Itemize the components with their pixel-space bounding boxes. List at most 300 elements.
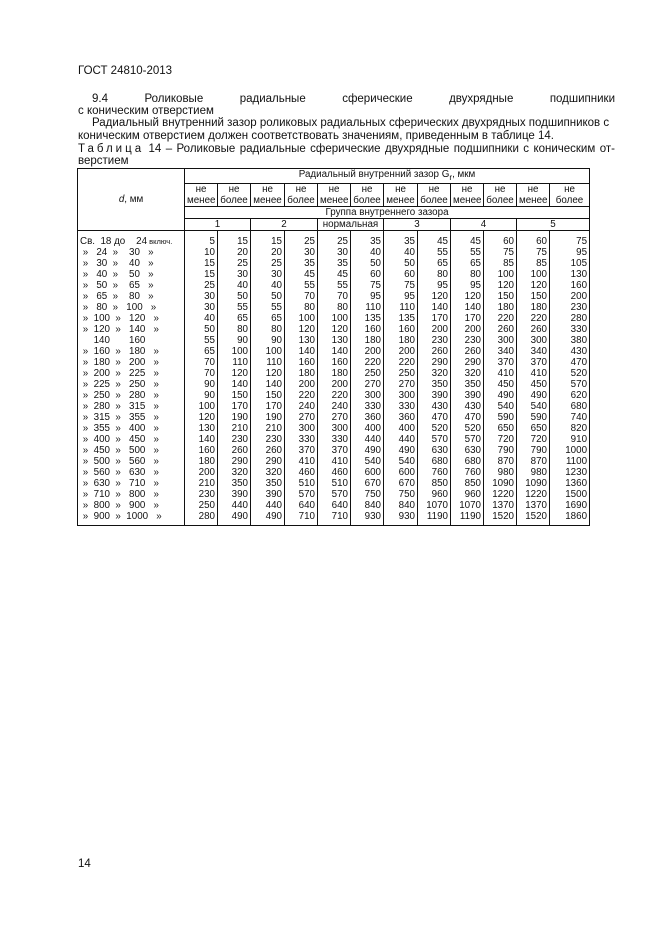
clearance-value-cell: 30 bbox=[185, 302, 218, 313]
clearance-value-cell: 220 bbox=[285, 390, 318, 401]
limit-header-bottom: менее bbox=[253, 194, 282, 206]
clearance-value-cell: 110 bbox=[351, 302, 384, 313]
diameter-range-cell: » 65 » 80 » bbox=[78, 291, 185, 302]
clearance-value-cell: 190 bbox=[251, 412, 285, 423]
clearance-value-cell: 350 bbox=[418, 379, 451, 390]
clearance-value-cell: 200 bbox=[384, 346, 418, 357]
clearance-value-cell: 80 bbox=[285, 302, 318, 313]
clearance-value-cell: 540 bbox=[484, 401, 517, 412]
clearance-value-cell: 65 bbox=[418, 258, 451, 269]
clearance-value-cell: 1370 bbox=[517, 500, 550, 511]
table-row bbox=[78, 230, 590, 247]
clearance-value-cell: 130 bbox=[318, 335, 351, 346]
clearance-value-cell: 300 bbox=[384, 390, 418, 401]
clearance-value-cell: 120 bbox=[451, 291, 484, 302]
clearance-value-cell: 220 bbox=[351, 357, 384, 368]
limit-header-top: не bbox=[228, 183, 240, 195]
clearance-value-cell: 200 bbox=[285, 379, 318, 390]
group-number-cell: 2 bbox=[251, 218, 318, 230]
table-row bbox=[78, 313, 590, 324]
clearance-value-cell: 60 bbox=[384, 269, 418, 280]
limit-header-top: не bbox=[361, 183, 373, 195]
group-number-cell: 1 bbox=[185, 218, 251, 230]
clearance-value-cell: 740 bbox=[550, 412, 590, 423]
clearance-value-cell: 410 bbox=[285, 456, 318, 467]
clearance-value-cell: 620 bbox=[550, 390, 590, 401]
clearance-value-cell: 80 bbox=[251, 324, 285, 335]
section-word: подшипники bbox=[549, 93, 615, 105]
clearance-value-cell: 90 bbox=[185, 379, 218, 390]
clearance-value-cell: 260 bbox=[517, 324, 550, 335]
clearance-value-cell: 490 bbox=[351, 445, 384, 456]
diameter-range-cell: » 180 » 200 » bbox=[78, 357, 185, 368]
clearance-value-cell: 180 bbox=[484, 302, 517, 313]
caption-line1 bbox=[78, 143, 615, 155]
clearance-value-cell: 180 bbox=[517, 302, 550, 313]
clearance-value-cell: 230 bbox=[451, 335, 484, 346]
clearance-value-cell: 200 bbox=[318, 379, 351, 390]
clearance-value-cell: 260 bbox=[251, 445, 285, 456]
clearance-value-cell: 60 bbox=[517, 230, 550, 247]
limit-header-cell bbox=[351, 183, 384, 206]
clearance-value-cell: 200 bbox=[451, 324, 484, 335]
clearance-value-cell: 870 bbox=[484, 456, 517, 467]
table-row bbox=[78, 445, 590, 456]
clearance-value-cell: 510 bbox=[318, 478, 351, 489]
clearance-value-cell: 75 bbox=[550, 230, 590, 247]
clearance-value-cell: 180 bbox=[285, 368, 318, 379]
clearance-value-cell: 820 bbox=[550, 423, 590, 434]
clearance-value-cell: 300 bbox=[351, 390, 384, 401]
clearance-value-cell: 45 bbox=[418, 230, 451, 247]
diameter-range-cell: » 900 » 1000 » bbox=[78, 511, 185, 526]
clearance-value-cell: 330 bbox=[285, 434, 318, 445]
clearance-value-cell: 350 bbox=[451, 379, 484, 390]
clearance-value-cell: 50 bbox=[251, 291, 285, 302]
clearance-value-cell: 520 bbox=[418, 423, 451, 434]
clearance-value-cell: 30 bbox=[285, 247, 318, 258]
diameter-range-cell: » 450 » 500 » bbox=[78, 445, 185, 456]
limit-header-cell bbox=[451, 183, 484, 206]
clearance-value-cell: 840 bbox=[384, 500, 418, 511]
clearance-value-cell: 300 bbox=[285, 423, 318, 434]
clearance-value-cell: 70 bbox=[318, 291, 351, 302]
clearance-value-cell: 30 bbox=[185, 291, 218, 302]
clearance-value-cell: 110 bbox=[251, 357, 285, 368]
clearance-value-cell: 210 bbox=[185, 478, 218, 489]
clearance-value-cell: 30 bbox=[251, 269, 285, 280]
clearance-value-cell: 980 bbox=[484, 467, 517, 478]
diameter-range-cell: » 560 » 630 » bbox=[78, 467, 185, 478]
caption-word: от- bbox=[599, 143, 615, 155]
limit-header-bottom: более bbox=[555, 194, 584, 206]
clearance-value-cell: 55 bbox=[318, 280, 351, 291]
clearance-value-cell: 390 bbox=[218, 489, 251, 500]
diameter-range-cell: » 225 » 250 » bbox=[78, 379, 185, 390]
clearance-value-cell: 640 bbox=[285, 500, 318, 511]
clearance-value-cell: 1500 bbox=[550, 489, 590, 500]
limit-header-top: не bbox=[428, 183, 440, 195]
clearance-value-cell: 960 bbox=[451, 489, 484, 500]
clearance-value-cell: 50 bbox=[384, 258, 418, 269]
caption-word: двухрядные bbox=[384, 143, 450, 155]
paragraph-line1: Радиальный внутренний зазор роликовых радиальных сферических двухрядных подшипников с bbox=[92, 117, 610, 129]
diameter-range-cell: Св. 18 до 24 включ. bbox=[78, 230, 185, 247]
clearance-value-cell: 180 bbox=[351, 335, 384, 346]
limit-header-cell bbox=[384, 183, 418, 206]
clearance-value-cell: 135 bbox=[351, 313, 384, 324]
clearance-value-cell: 150 bbox=[484, 291, 517, 302]
clearance-value-cell: 75 bbox=[484, 247, 517, 258]
clearance-value-cell: 540 bbox=[384, 456, 418, 467]
limit-header-bottom: менее bbox=[187, 194, 216, 206]
clearance-value-cell: 130 bbox=[550, 269, 590, 280]
clearance-value-cell: 10 bbox=[185, 247, 218, 258]
clearance-value-cell: 50 bbox=[185, 324, 218, 335]
diameter-range-cell: » 120 » 140 » bbox=[78, 324, 185, 335]
diameter-range-cell: » 500 » 560 » bbox=[78, 456, 185, 467]
table-row bbox=[78, 390, 590, 401]
clearance-value-cell: 250 bbox=[351, 368, 384, 379]
clearance-value-cell: 210 bbox=[251, 423, 285, 434]
clearance-value-cell: 120 bbox=[185, 412, 218, 423]
limit-header-top: не bbox=[195, 183, 207, 195]
clearance-value-cell: 140 bbox=[251, 379, 285, 390]
table-row bbox=[78, 423, 590, 434]
clearance-value-cell: 80 bbox=[318, 302, 351, 313]
clearance-value-cell: 680 bbox=[550, 401, 590, 412]
clearance-value-cell: 200 bbox=[185, 467, 218, 478]
clearance-value-cell: 120 bbox=[285, 324, 318, 335]
clearance-value-cell: 340 bbox=[517, 346, 550, 357]
clearance-value-cell: 490 bbox=[517, 390, 550, 401]
clearance-value-cell: 840 bbox=[351, 500, 384, 511]
clearance-value-cell: 230 bbox=[418, 335, 451, 346]
clearance-value-cell: 35 bbox=[285, 258, 318, 269]
clearance-value-cell: 930 bbox=[384, 511, 418, 526]
clearance-value-cell: 95 bbox=[351, 291, 384, 302]
clearance-value-cell: 220 bbox=[517, 313, 550, 324]
clearance-value-cell: 180 bbox=[318, 368, 351, 379]
clearance-value-cell: 75 bbox=[517, 247, 550, 258]
clearance-table bbox=[77, 168, 590, 526]
table-row bbox=[78, 434, 590, 445]
clearance-value-cell: 400 bbox=[384, 423, 418, 434]
clearance-value-cell: 170 bbox=[451, 313, 484, 324]
clearance-value-cell: 540 bbox=[517, 401, 550, 412]
clearance-value-cell: 330 bbox=[550, 324, 590, 335]
diameter-range-cell: » 250 » 280 » bbox=[78, 390, 185, 401]
clearance-value-cell: 760 bbox=[418, 467, 451, 478]
clearance-value-cell: 410 bbox=[318, 456, 351, 467]
section-number: 9.4 bbox=[92, 93, 108, 105]
clearance-value-cell: 230 bbox=[218, 434, 251, 445]
limit-header-top: не bbox=[262, 183, 273, 195]
clearance-value-cell: 25 bbox=[185, 280, 218, 291]
clearance-value-cell: 430 bbox=[550, 346, 590, 357]
table-row bbox=[78, 302, 590, 313]
clearance-value-cell: 180 bbox=[185, 456, 218, 467]
table-row bbox=[78, 357, 590, 368]
clearance-value-cell: 750 bbox=[351, 489, 384, 500]
caption-word: сферические bbox=[310, 143, 381, 155]
clearance-value-cell: 100 bbox=[185, 401, 218, 412]
clearance-value-cell: 1220 bbox=[517, 489, 550, 500]
limit-header-cell bbox=[550, 183, 590, 206]
clearance-value-cell: 360 bbox=[351, 412, 384, 423]
page-number: 14 bbox=[78, 858, 91, 870]
clearance-value-cell: 140 bbox=[285, 346, 318, 357]
clearance-value-cell: 320 bbox=[251, 467, 285, 478]
clearance-value-cell: 160 bbox=[318, 357, 351, 368]
clearance-value-cell: 140 bbox=[218, 379, 251, 390]
clearance-value-cell: 670 bbox=[351, 478, 384, 489]
clearance-value-cell: 440 bbox=[251, 500, 285, 511]
clearance-value-cell: 710 bbox=[318, 511, 351, 526]
clearance-value-cell: 330 bbox=[318, 434, 351, 445]
diameter-range-cell: » 315 » 355 » bbox=[78, 412, 185, 423]
table-row bbox=[78, 456, 590, 467]
limit-header-bottom: более bbox=[353, 194, 381, 206]
caption-word: – bbox=[165, 143, 173, 155]
clearance-value-cell: 220 bbox=[384, 357, 418, 368]
clearance-value-cell: 320 bbox=[218, 467, 251, 478]
clearance-value-cell: 1190 bbox=[451, 511, 484, 526]
clearance-value-cell: 100 bbox=[285, 313, 318, 324]
clearance-value-cell: 440 bbox=[384, 434, 418, 445]
group-number-cell: 4 bbox=[451, 218, 517, 230]
clearance-value-cell: 55 bbox=[185, 335, 218, 346]
clearance-value-cell: 300 bbox=[517, 335, 550, 346]
clearance-value-cell: 390 bbox=[418, 390, 451, 401]
clearance-value-cell: 110 bbox=[218, 357, 251, 368]
clearance-value-cell: 50 bbox=[218, 291, 251, 302]
table-row bbox=[78, 412, 590, 423]
limit-header-cell bbox=[418, 183, 451, 206]
clearance-value-cell: 95 bbox=[451, 280, 484, 291]
limit-header-cell bbox=[185, 183, 218, 206]
clearance-value-cell: 360 bbox=[384, 412, 418, 423]
clearance-value-cell: 90 bbox=[218, 335, 251, 346]
clearance-value-cell: 140 bbox=[418, 302, 451, 313]
clearance-value-cell: 160 bbox=[285, 357, 318, 368]
clearance-value-cell: 1520 bbox=[517, 511, 550, 526]
diameter-range-cell: » 24 » 30 » bbox=[78, 247, 185, 258]
limit-header-bottom: более bbox=[420, 194, 448, 206]
caption-word: с bbox=[523, 143, 530, 155]
clearance-value-cell: 35 bbox=[384, 230, 418, 247]
limit-header-bottom: менее bbox=[453, 194, 482, 206]
diameter-range-cell: » 630 » 710 » bbox=[78, 478, 185, 489]
caption-word: радиальные bbox=[239, 143, 306, 155]
clearance-value-cell: 55 bbox=[218, 302, 251, 313]
clearance-value-cell: 280 bbox=[550, 313, 590, 324]
clearance-value-cell: 1100 bbox=[550, 456, 590, 467]
table-row bbox=[78, 500, 590, 511]
diameter-range-cell: » 800 » 900 » bbox=[78, 500, 185, 511]
gap-header: Радиальный внутренний зазор $G_r$, мкм bbox=[185, 169, 590, 184]
caption-line2: верстием bbox=[78, 155, 129, 167]
clearance-value-cell: 200 bbox=[351, 346, 384, 357]
clearance-value-cell: 260 bbox=[418, 346, 451, 357]
clearance-value-cell: 960 bbox=[418, 489, 451, 500]
clearance-value-cell: 870 bbox=[517, 456, 550, 467]
clearance-value-cell: 100 bbox=[251, 346, 285, 357]
clearance-value-cell: 120 bbox=[318, 324, 351, 335]
table-row bbox=[78, 258, 590, 269]
clearance-value-cell: 350 bbox=[251, 478, 285, 489]
clearance-value-cell: 230 bbox=[251, 434, 285, 445]
clearance-value-cell: 15 bbox=[185, 258, 218, 269]
clearance-value-cell: 260 bbox=[484, 324, 517, 335]
clearance-value-cell: 135 bbox=[384, 313, 418, 324]
clearance-value-cell: 340 bbox=[484, 346, 517, 357]
clearance-value-cell: 150 bbox=[251, 390, 285, 401]
clearance-value-cell: 60 bbox=[484, 230, 517, 247]
clearance-value-cell: 1360 bbox=[550, 478, 590, 489]
clearance-value-cell: 60 bbox=[351, 269, 384, 280]
clearance-value-cell: 30 bbox=[318, 247, 351, 258]
clearance-value-cell: 15 bbox=[251, 230, 285, 247]
clearance-value-cell: 110 bbox=[384, 302, 418, 313]
clearance-value-cell: 330 bbox=[384, 401, 418, 412]
clearance-value-cell: 270 bbox=[351, 379, 384, 390]
clearance-value-cell: 130 bbox=[185, 423, 218, 434]
clearance-value-cell: 650 bbox=[484, 423, 517, 434]
limit-header-bottom: менее bbox=[320, 194, 349, 206]
clearance-value-cell: 220 bbox=[484, 313, 517, 324]
clearance-value-cell: 75 bbox=[351, 280, 384, 291]
diameter-range-cell: » 710 » 800 » bbox=[78, 489, 185, 500]
clearance-value-cell: 90 bbox=[185, 390, 218, 401]
clearance-value-cell: 65 bbox=[218, 313, 251, 324]
clearance-value-cell: 710 bbox=[285, 511, 318, 526]
clearance-value-cell: 320 bbox=[451, 368, 484, 379]
caption-word: 14 bbox=[148, 143, 162, 155]
clearance-value-cell: 850 bbox=[418, 478, 451, 489]
clearance-value-cell: 240 bbox=[318, 401, 351, 412]
clearance-value-cell: 80 bbox=[218, 324, 251, 335]
clearance-value-cell: 540 bbox=[351, 456, 384, 467]
clearance-value-cell: 320 bbox=[418, 368, 451, 379]
clearance-value-cell: 70 bbox=[285, 291, 318, 302]
diameter-range-cell: » 40 » 50 » bbox=[78, 269, 185, 280]
clearance-value-cell: 25 bbox=[251, 258, 285, 269]
caption-word: коническим bbox=[533, 143, 596, 155]
limit-header-cell bbox=[484, 183, 517, 206]
clearance-value-cell: 1000 bbox=[550, 445, 590, 456]
clearance-value-cell: 470 bbox=[418, 412, 451, 423]
clearance-value-cell: 95 bbox=[550, 247, 590, 258]
clearance-value-cell: 25 bbox=[318, 230, 351, 247]
diameter-range-cell: » 80 » 100 » bbox=[78, 302, 185, 313]
clearance-value-cell: 910 bbox=[550, 434, 590, 445]
clearance-value-cell: 15 bbox=[185, 269, 218, 280]
clearance-value-cell: 70 bbox=[185, 368, 218, 379]
table-row bbox=[78, 401, 590, 412]
clearance-value-cell: 95 bbox=[384, 291, 418, 302]
table-row bbox=[78, 368, 590, 379]
document-header: ГОСТ 24810-2013 bbox=[78, 65, 173, 77]
clearance-value-cell: 290 bbox=[218, 456, 251, 467]
clearance-value-cell: 170 bbox=[218, 401, 251, 412]
clearance-value-cell: 400 bbox=[351, 423, 384, 434]
clearance-value-cell: 1520 bbox=[484, 511, 517, 526]
table-row bbox=[78, 511, 590, 526]
caption-word: подшипники bbox=[453, 143, 519, 155]
clearance-value-cell: 120 bbox=[484, 280, 517, 291]
clearance-value-cell: 430 bbox=[418, 401, 451, 412]
clearance-value-cell: 590 bbox=[484, 412, 517, 423]
clearance-value-cell: 100 bbox=[484, 269, 517, 280]
clearance-value-cell: 1860 bbox=[550, 511, 590, 526]
clearance-value-cell: 270 bbox=[318, 412, 351, 423]
clearance-value-cell: 25 bbox=[285, 230, 318, 247]
clearance-value-cell: 290 bbox=[418, 357, 451, 368]
table-row bbox=[78, 291, 590, 302]
clearance-value-cell: 260 bbox=[451, 346, 484, 357]
clearance-value-cell: 55 bbox=[251, 302, 285, 313]
table-caption bbox=[78, 143, 615, 167]
limit-header-bottom: более bbox=[220, 194, 248, 206]
clearance-value-cell: 95 bbox=[418, 280, 451, 291]
clearance-value-cell: 570 bbox=[451, 434, 484, 445]
clearance-value-cell: 65 bbox=[451, 258, 484, 269]
clearance-value-cell: 20 bbox=[251, 247, 285, 258]
clearance-value-cell: 490 bbox=[218, 511, 251, 526]
clearance-value-cell: 390 bbox=[251, 489, 285, 500]
table-row bbox=[78, 346, 590, 357]
section-heading bbox=[78, 93, 615, 117]
clearance-value-cell: 120 bbox=[418, 291, 451, 302]
clearance-value-cell: 85 bbox=[517, 258, 550, 269]
limit-header-bottom: более bbox=[287, 194, 315, 206]
clearance-value-cell: 35 bbox=[351, 230, 384, 247]
clearance-value-cell: 370 bbox=[318, 445, 351, 456]
clearance-value-cell: 1090 bbox=[484, 478, 517, 489]
clearance-value-cell: 520 bbox=[451, 423, 484, 434]
table-row bbox=[78, 335, 590, 346]
clearance-value-cell: 650 bbox=[517, 423, 550, 434]
clearance-value-cell: 25 bbox=[218, 258, 251, 269]
limit-header-top: не bbox=[295, 183, 307, 195]
clearance-value-cell: 140 bbox=[185, 434, 218, 445]
clearance-value-cell: 140 bbox=[451, 302, 484, 313]
clearance-value-cell: 630 bbox=[418, 445, 451, 456]
clearance-value-cell: 90 bbox=[251, 335, 285, 346]
caption-word: Роликовые bbox=[176, 143, 236, 155]
clearance-value-cell: 570 bbox=[318, 489, 351, 500]
clearance-value-cell: 85 bbox=[484, 258, 517, 269]
clearance-value-cell: 570 bbox=[285, 489, 318, 500]
clearance-value-cell: 65 bbox=[185, 346, 218, 357]
clearance-value-cell: 290 bbox=[251, 456, 285, 467]
clearance-value-cell: 270 bbox=[384, 379, 418, 390]
clearance-value-cell: 350 bbox=[218, 478, 251, 489]
clearance-value-cell: 120 bbox=[251, 368, 285, 379]
clearance-value-cell: 230 bbox=[185, 489, 218, 500]
clearance-value-cell: 45 bbox=[318, 269, 351, 280]
clearance-value-cell: 570 bbox=[550, 379, 590, 390]
group-number-cell: 3 bbox=[384, 218, 451, 230]
section-word: сферические bbox=[342, 93, 413, 105]
clearance-value-cell: 40 bbox=[218, 280, 251, 291]
clearance-value-cell: 45 bbox=[285, 269, 318, 280]
clearance-value-cell: 40 bbox=[384, 247, 418, 258]
clearance-value-cell: 850 bbox=[451, 478, 484, 489]
clearance-value-cell: 430 bbox=[451, 401, 484, 412]
clearance-value-cell: 1230 bbox=[550, 467, 590, 478]
